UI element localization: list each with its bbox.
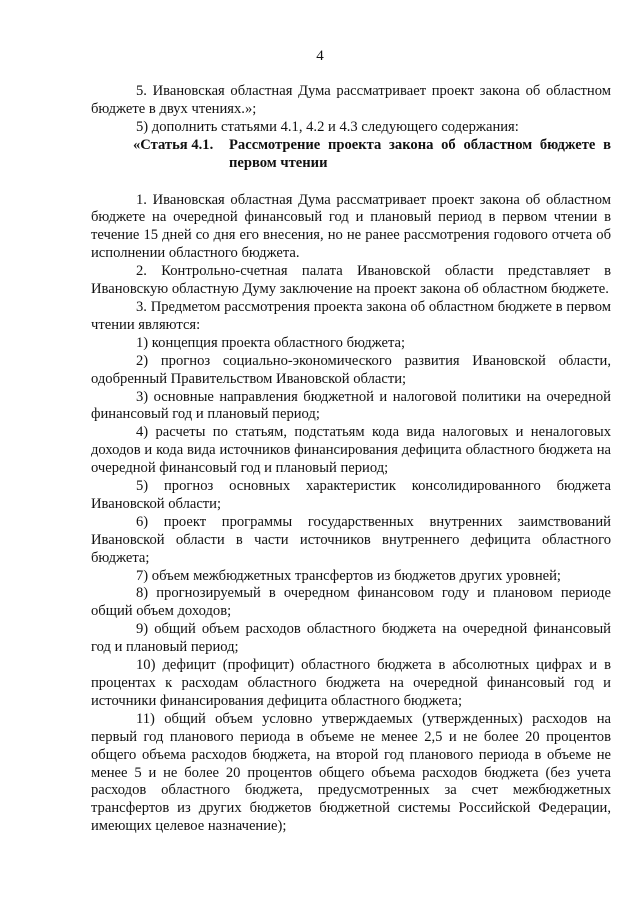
paragraph-1: 1. Ивановская областная Дума рассматривает проект закона об областном бюджете на очередной финансовый год и плановый период в первом чтении в течение 15 дней со дня его внесения, но не ранее рассмотрения годового отчета об исполнении областного бюджета. [91,191,611,262]
page-number: 4 [316,48,324,64]
list-item-11: 11) общий объем условно утверждаемых (утвержденных) расходов на первый год планового периода в объеме не менее 2,5 и не более 20 процентов общего объема расходов бюджета, на второй год планового периода в объеме не менее 5 и не более 20 процентов общего объема расходов бюджета (без учета расходов областного бюджета, предусмотренных за счет межбюджетных трансфертов из других бюджетов бюджетной системы Российской Федерации, имеющих целевое назначение); [91,710,611,835]
paragraph-top-1: 5. Ивановская областная Дума рассматривает проект закона об областном бюджете в двух чтениях.»; [91,83,611,117]
article-title: Рассмотрение проекта закона об областном бюджете в первом чтении [229,136,611,171]
list-item-5: 5) прогноз основных характеристик консолидированного бюджета Ивановской области; [91,478,611,512]
list-item-3: 3) основные направления бюджетной и налоговой политики на очередной финансовый год и плановый период; [91,388,611,423]
list-item-10: 10) дефицит (профицит) областного бюджета в абсолютных цифрах и в процентах к расходам областного бюджета на очередной финансовый год и источники финансирования дефицита областного бюджета; [91,657,611,709]
paragraph-3: 3. Предметом рассмотрения проекта закона об областном бюджете в первом чтении являются: [91,298,611,333]
list-item-2: 2) прогноз социально-экономического развития Ивановской области, одобренный Правительством Ивановской области; [91,352,611,387]
paragraph-2: 2. Контрольно-счетная палата Ивановской области представляет в Ивановскую областную Думу заключение на проект закона об областном бюджете. [91,263,611,298]
list-item-8: 8) прогнозируемый в очередном финансовом году и плановом периоде общий объем доходов; [91,585,611,620]
paragraph-top-2: 5) дополнить статьями 4.1, 4.2 и 4.3 следующего содержания: [136,118,519,135]
list-item-4: 4) расчеты по статьям, подстатьям кода вида налоговых и неналоговых доходов и кода вида источников финансирования дефицита областного бюджета на очередной финансовый год и плановый период; [91,424,611,477]
list-item-9: 9) общий объем расходов областного бюджета на очередной финансовый год и плановый период; [91,621,611,656]
article-number: «Статья 4.1. [133,136,214,153]
list-item-1: 1) концепция проекта областного бюджета; [136,334,406,351]
list-item-6: 6) проект программы государственных внутренних заимствований Ивановской области в части источников внутреннего дефицита областного бюджета; [91,513,611,566]
list-item-7: 7) объем межбюджетных трансфертов из бюджетов других уровней; [136,567,561,584]
article-heading [91,137,611,173]
document-body [91,83,611,836]
